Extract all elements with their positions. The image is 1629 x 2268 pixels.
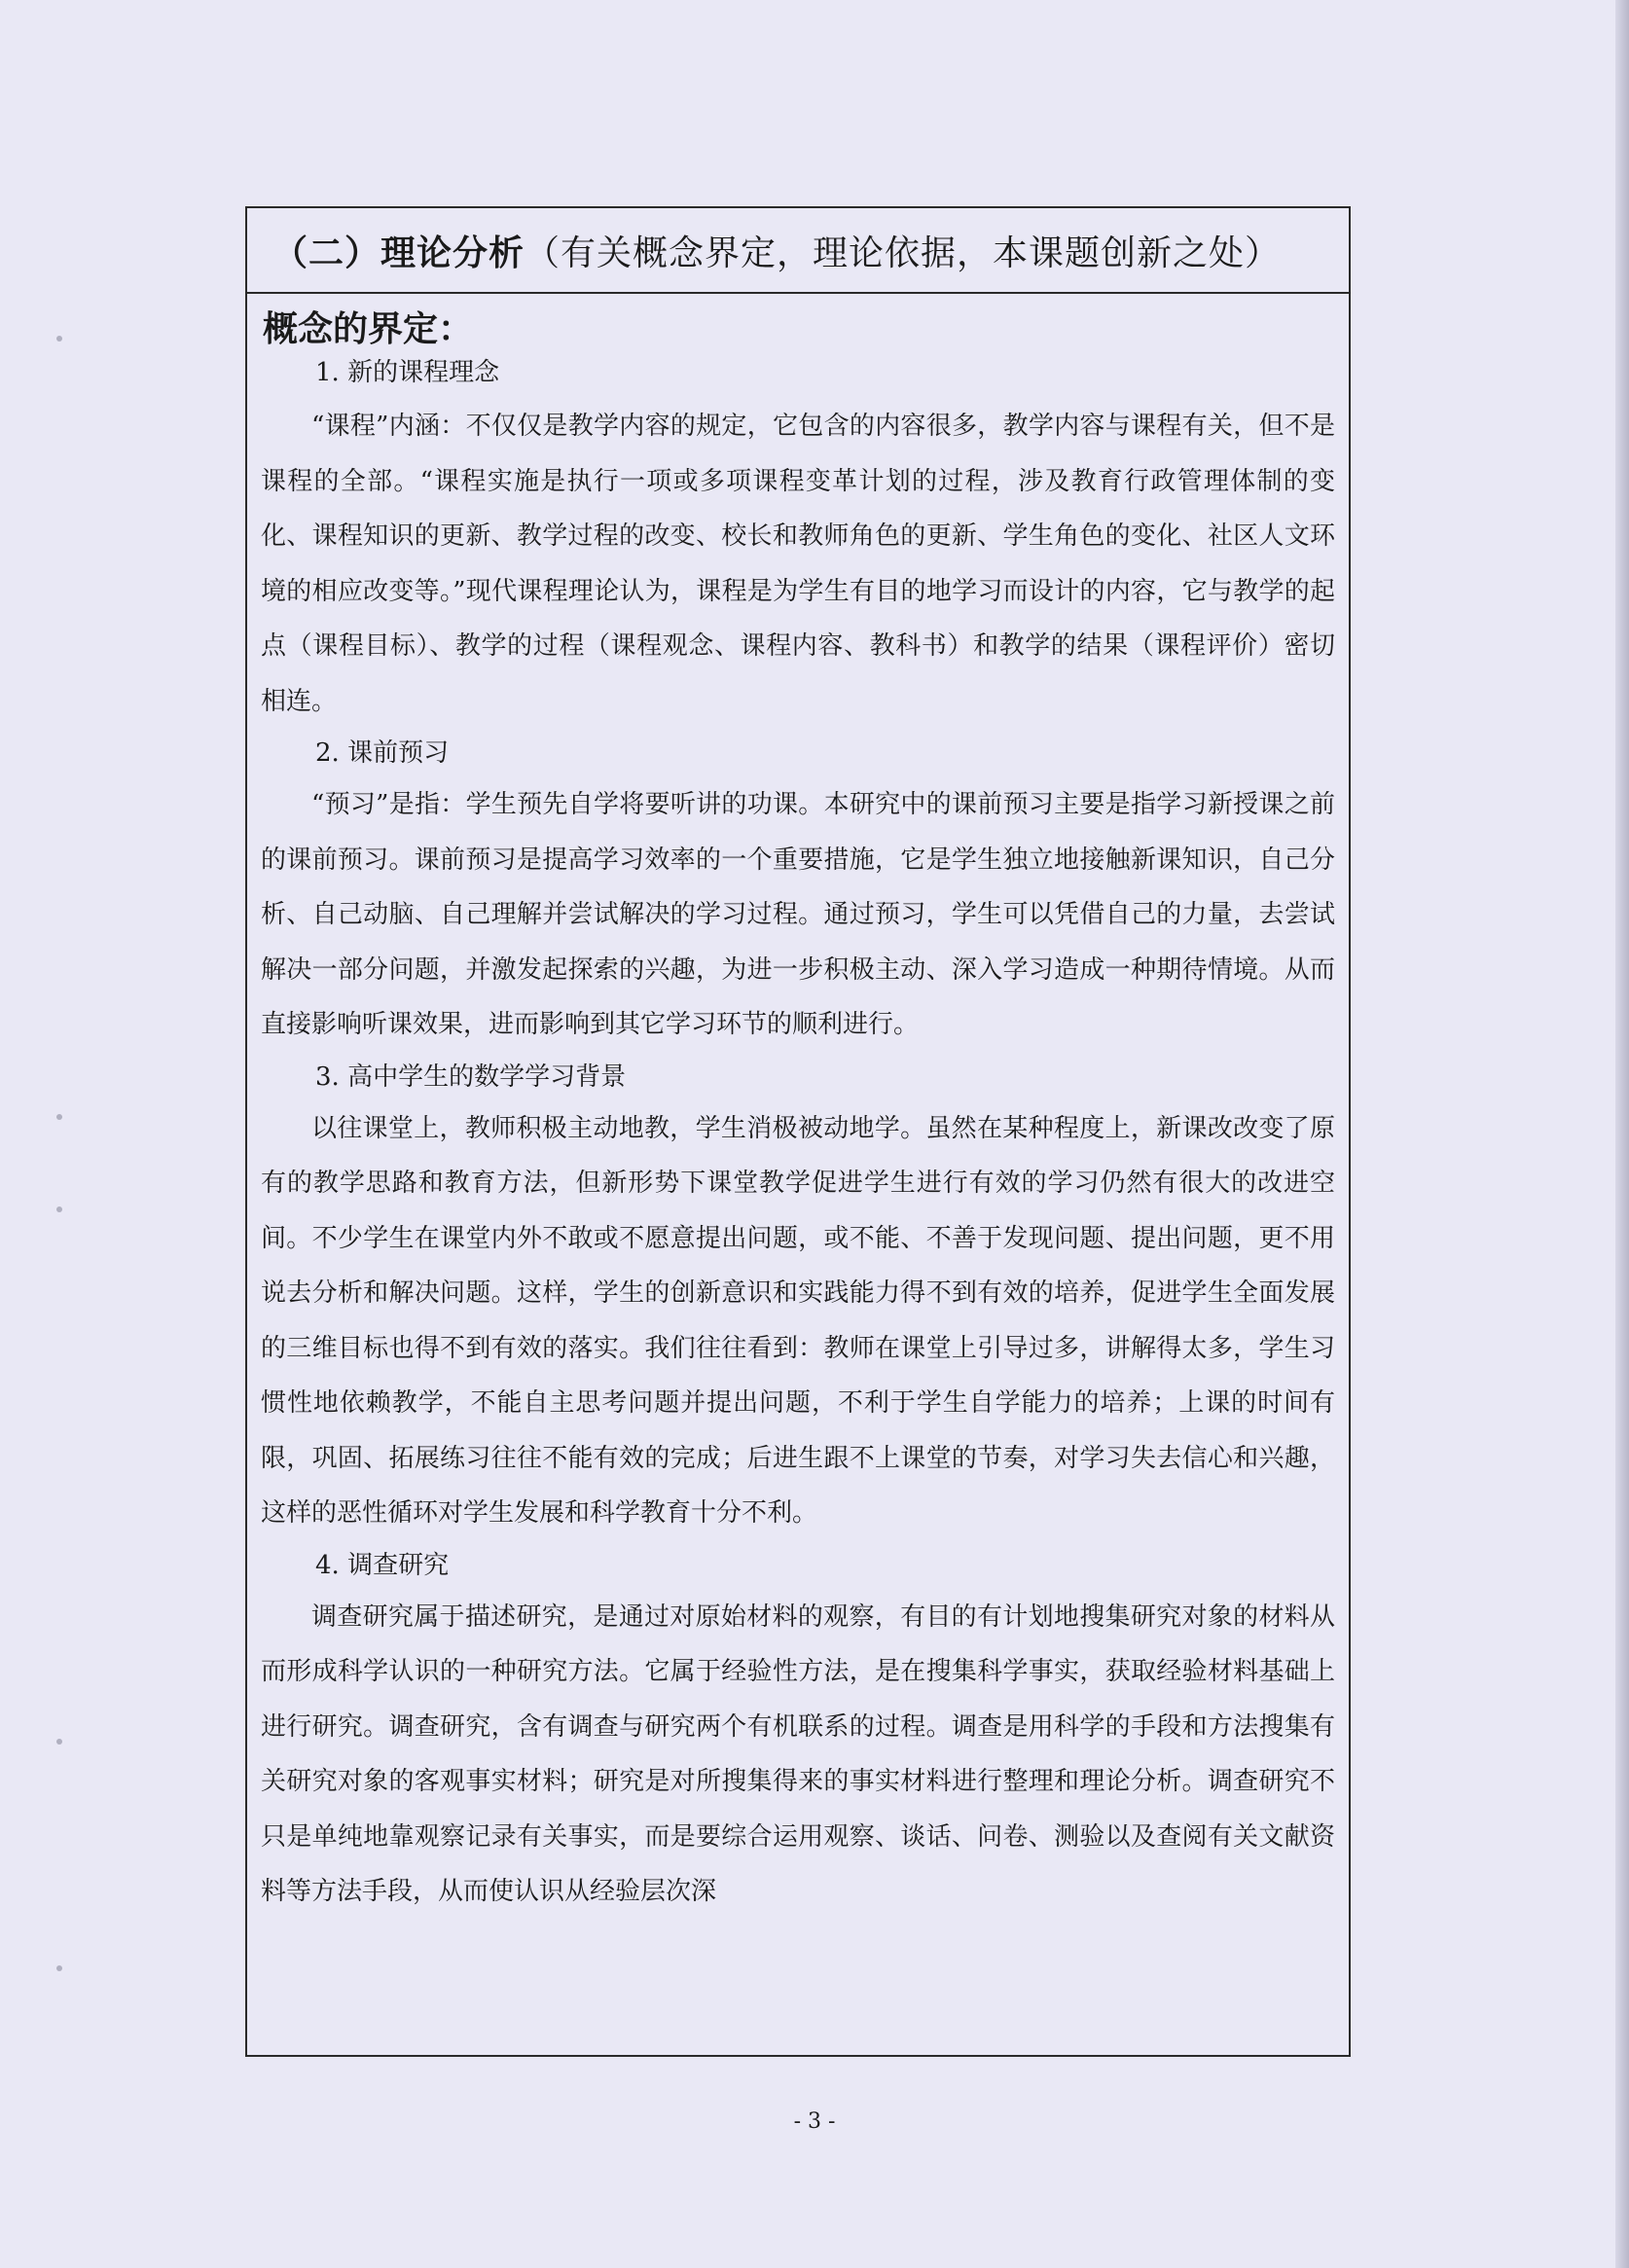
subsection-heading: 1. 新的课程理念 [315,358,500,387]
scan-mark [56,1739,62,1745]
header-subtitle: （有关概念界定，理论依据，本课题创新之处） [525,233,1282,273]
page-number: - 3 - [793,2109,836,2134]
scan-mark [56,1965,62,1971]
paragraph: “预习”是指：学生预先自学将要听讲的功课。本研究中的课前预习主要是指学习新授课之前的课前预习。课前预习是提高学习效率的一个重要措施，它是学生独立地接触新课知识，自己分析、自己动脑、自己理解并尝试解决的学习过程。通过预习，学生可以凭借自己的力量，去尝试解决一部分问题，并激发起探索的兴趣，为进一步积极主动、深入学习造成一种期待情境。从而直接影响听课效果，进而影响到其它学习环节的顺利进行。 [261,790,1335,1039]
content-table [245,206,1351,2057]
table-header [247,208,1349,294]
header-title: （二）理论分析 [272,232,525,273]
paragraph: 调查研究属于描述研究，是通过对原始材料的观察，有目的有计划地搜集研究对象的材料从而形成科学认识的一种研究方法。它属于经验性方法，是在搜集科学事实，获取经验材料基础上进行研究。调查研究，含有调查与研究两个有机联系的过程。调查是用科学的手段和方法搜集有关研究对象的客观事实材料；研究是对所搜集得来的事实材料进行整理和理论分析。调查研究不只是单纯地靠观察记录有关事实，而是要综合运用观察、谈话、问卷、测验以及查阅有关文献资料等方法手段，从而使认识从经验层次深 [261,1602,1335,1906]
table-body [247,294,1349,1920]
scan-mark [56,336,62,342]
paragraph: 以往课堂上，教师积极主动地教，学生消极被动地学。虽然在某种程度上，新课改改变了原有的教学思路和教育方法，但新形势下课堂教学促进学生进行有效的学习仍然有很大的改进空间。不少学生在课堂内外不敢或不愿意提出问题，或不能、不善于发现问题、提出问题，更不用说去分析和解决问题。这样，学生的创新意识和实践能力得不到有效的培养，促进学生全面发展的三维目标也得不到有效的落实。我们往往看到：教师在课堂上引导过多，讲解得太多，学生习惯性地依赖教学，不能自主思考问题并提出问题，不利于学生自学能力的培养；上课的时间有限，巩固、拓展练习往往不能有效的完成；后进生跟不上课堂的节奏，对学习失去信心和兴趣，这样的恶性循环对学生发展和科学教育十分不利。 [261,1113,1335,1528]
subsection-heading: 2. 课前预习 [315,738,450,768]
subsection-heading: 4. 调查研究 [315,1550,450,1580]
section-title: 概念的界定： [263,308,474,349]
scan-mark [56,1114,62,1120]
subsection-heading: 3. 高中学生的数学学习背景 [315,1062,627,1092]
scan-mark [56,1206,62,1212]
paragraph: “课程”内涵：不仅仅是教学内容的规定，它包含的内容很多，教学内容与课程有关，但不是课程的全部。“课程实施是执行一项或多项课程变革计划的过程，涉及教育行政管理体制的变化、课程知识的更新、教学过程的改变、校长和教师角色的更新、学生角色的变化、社区人文环境的相应改变等。”现代课程理论认为，课程是为学生有目的地学习而设计的内容，它与教学的起点（课程目标）、教学的过程（课程观念、课程内容、教科书）和教学的结果（课程评价）密切相连。 [261,412,1335,716]
page-edge [1615,0,1629,2268]
